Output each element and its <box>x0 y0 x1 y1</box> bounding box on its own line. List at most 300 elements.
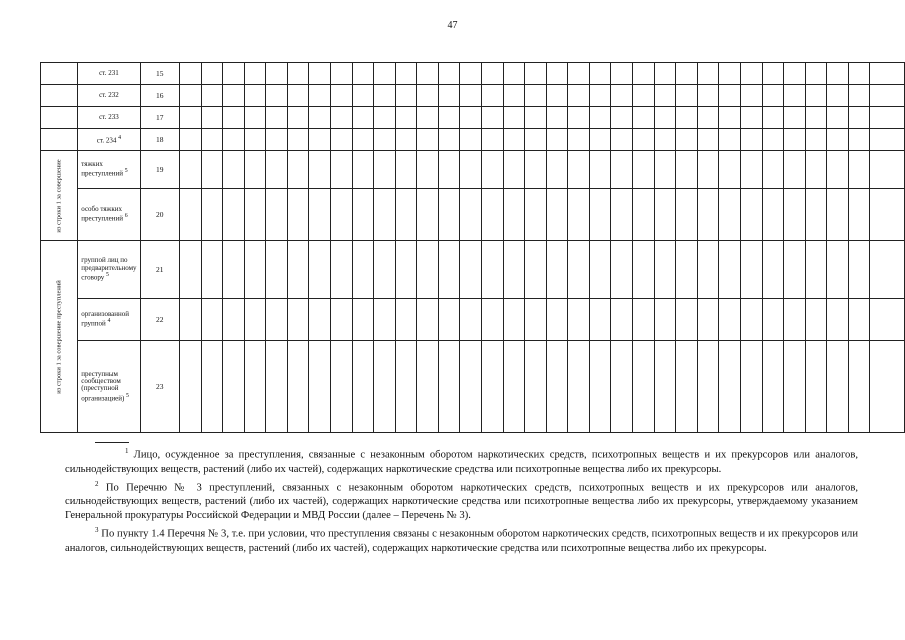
data-cell <box>201 63 223 85</box>
group-label-committed: из строки 1 за совершение <box>55 158 63 233</box>
data-cell <box>589 151 611 189</box>
data-cell <box>784 85 806 107</box>
statistics-form-table <box>40 62 905 433</box>
data-cell <box>287 107 309 129</box>
footnote-2: $^2$ По Перечню № 3 преступлений, связанных с незаконным оборотом наркотических средств, психотропных веществ и их прекурсоров или аналогов, сильнодействующих веществ, растений (либо их частей), содержащих наркотические средства или психотропные вещества либо их прекурсоры, утверждаемому указанием Генеральной прокуратуры Российской Федерации и МВД России (далее – Перечень № 3). <box>65 479 858 522</box>
data-cell <box>179 107 201 129</box>
data-cell <box>460 341 482 433</box>
data-cell <box>223 151 245 189</box>
data-cell <box>266 341 288 433</box>
data-cell <box>223 85 245 107</box>
data-cell <box>330 151 352 189</box>
data-cell <box>330 299 352 341</box>
data-cell <box>762 241 784 299</box>
data-cell <box>589 107 611 129</box>
data-cell <box>482 129 504 151</box>
data-cell <box>740 151 762 189</box>
data-cell <box>460 63 482 85</box>
data-cell <box>676 85 698 107</box>
data-cell <box>438 189 460 241</box>
data-cell <box>395 151 417 189</box>
data-cell <box>870 63 905 85</box>
data-cell <box>719 63 741 85</box>
data-cell <box>438 85 460 107</box>
data-cell <box>676 341 698 433</box>
data-cell <box>287 341 309 433</box>
data-cell <box>525 107 547 129</box>
data-cell <box>503 241 525 299</box>
data-cell <box>460 189 482 241</box>
data-cell <box>633 107 655 129</box>
data-cell <box>287 151 309 189</box>
footnote-3: $^3$ По пункту 1.4 Перечня № 3, т.е. при условии, что преступления связаны с незаконным оборотом наркотических средств, психотропных веществ и их прекурсоров или аналогов, сильнодействующих веществ, растений (либо их частей), содержащих наркотические средства или психотропные вещества либо их прекурсоры. <box>65 526 859 554</box>
data-cell <box>633 85 655 107</box>
data-cell <box>762 129 784 151</box>
data-cell <box>352 129 374 151</box>
data-cell <box>201 189 223 241</box>
data-cell <box>330 85 352 107</box>
data-cell <box>633 341 655 433</box>
data-cell <box>352 341 374 433</box>
group-cell-empty <box>41 129 78 151</box>
data-cell <box>676 107 698 129</box>
data-cell <box>546 299 568 341</box>
data-cell <box>244 129 266 151</box>
data-cell <box>438 151 460 189</box>
data-cell <box>654 189 676 241</box>
row-label: ст. 231 <box>78 63 140 85</box>
data-cell <box>740 241 762 299</box>
data-cell <box>309 85 331 107</box>
data-cell <box>568 107 590 129</box>
data-cell <box>589 241 611 299</box>
data-cell <box>827 341 849 433</box>
data-cell <box>352 241 374 299</box>
row-number: 21 <box>140 241 179 299</box>
data-cell <box>438 107 460 129</box>
data-cell <box>460 129 482 151</box>
data-cell <box>460 85 482 107</box>
data-cell <box>762 151 784 189</box>
data-cell <box>740 299 762 341</box>
data-cell <box>784 299 806 341</box>
data-cell <box>223 341 245 433</box>
data-cell <box>417 151 439 189</box>
data-cell <box>287 241 309 299</box>
data-cell <box>611 63 633 85</box>
data-cell <box>633 299 655 341</box>
data-cell <box>827 241 849 299</box>
table-row <box>41 151 905 189</box>
data-cell <box>697 63 719 85</box>
data-cell <box>719 107 741 129</box>
row-label: ст. 233 <box>78 107 140 129</box>
data-cell <box>546 189 568 241</box>
data-cell <box>266 107 288 129</box>
data-cell <box>827 299 849 341</box>
data-cell <box>827 107 849 129</box>
data-cell <box>611 241 633 299</box>
data-cell <box>179 189 201 241</box>
data-cell <box>611 107 633 129</box>
data-cell <box>244 189 266 241</box>
data-cell <box>827 129 849 151</box>
data-cell <box>266 151 288 189</box>
data-cell <box>309 341 331 433</box>
data-cell <box>374 129 396 151</box>
data-cell <box>568 63 590 85</box>
data-cell <box>482 151 504 189</box>
data-cell <box>719 85 741 107</box>
data-cell <box>654 85 676 107</box>
data-cell <box>740 63 762 85</box>
data-cell <box>848 299 870 341</box>
data-cell <box>697 151 719 189</box>
data-cell <box>482 241 504 299</box>
data-cell <box>503 107 525 129</box>
data-cell <box>611 299 633 341</box>
data-cell <box>244 85 266 107</box>
data-cell <box>482 299 504 341</box>
row-number: 17 <box>140 107 179 129</box>
data-cell <box>374 341 396 433</box>
data-cell <box>848 189 870 241</box>
data-cell <box>654 129 676 151</box>
data-cell <box>848 241 870 299</box>
row-label: группой лиц по предварительному сговору $^5$ <box>78 241 140 299</box>
data-cell <box>374 299 396 341</box>
data-cell <box>179 129 201 151</box>
data-cell <box>374 151 396 189</box>
data-cell <box>352 151 374 189</box>
data-cell <box>568 85 590 107</box>
data-cell <box>654 341 676 433</box>
data-cell <box>676 151 698 189</box>
data-cell <box>697 85 719 107</box>
data-cell <box>740 85 762 107</box>
data-cell <box>719 299 741 341</box>
data-cell <box>719 341 741 433</box>
data-cell <box>633 151 655 189</box>
data-cell <box>546 241 568 299</box>
data-cell <box>438 129 460 151</box>
data-cell <box>374 107 396 129</box>
table-row <box>41 85 905 107</box>
data-cell <box>417 341 439 433</box>
data-cell <box>417 63 439 85</box>
data-cell <box>762 299 784 341</box>
data-cell <box>244 107 266 129</box>
data-cell <box>633 63 655 85</box>
data-cell <box>352 299 374 341</box>
data-cell <box>395 189 417 241</box>
data-cell <box>330 63 352 85</box>
data-cell <box>676 189 698 241</box>
data-cell <box>525 129 547 151</box>
data-cell <box>676 63 698 85</box>
data-cell <box>395 299 417 341</box>
data-cell <box>223 129 245 151</box>
data-cell <box>611 189 633 241</box>
data-cell <box>762 63 784 85</box>
data-cell <box>201 341 223 433</box>
data-cell <box>784 151 806 189</box>
data-cell <box>805 107 827 129</box>
data-cell <box>352 85 374 107</box>
data-cell <box>438 241 460 299</box>
data-cell <box>525 85 547 107</box>
data-cell <box>201 129 223 151</box>
data-cell <box>352 63 374 85</box>
data-cell <box>589 85 611 107</box>
data-cell <box>482 63 504 85</box>
row-number: 16 <box>140 85 179 107</box>
data-cell <box>525 299 547 341</box>
data-cell <box>589 299 611 341</box>
data-cell <box>848 129 870 151</box>
data-cell <box>827 189 849 241</box>
data-cell <box>417 299 439 341</box>
data-cell <box>438 63 460 85</box>
data-cell <box>719 241 741 299</box>
data-cell <box>244 63 266 85</box>
data-cell <box>482 85 504 107</box>
data-cell <box>633 189 655 241</box>
data-cell <box>870 151 905 189</box>
data-cell <box>762 107 784 129</box>
data-cell <box>266 299 288 341</box>
table-row <box>41 63 905 85</box>
data-cell <box>266 189 288 241</box>
data-cell <box>827 151 849 189</box>
data-cell <box>546 107 568 129</box>
data-cell <box>417 129 439 151</box>
row-label: ст. 234 $^4$ <box>78 129 140 151</box>
data-cell <box>870 129 905 151</box>
data-cell <box>460 151 482 189</box>
data-cell <box>179 341 201 433</box>
data-cell <box>201 107 223 129</box>
data-cell <box>827 63 849 85</box>
data-cell <box>611 129 633 151</box>
data-cell <box>309 241 331 299</box>
data-cell <box>503 341 525 433</box>
table-row <box>41 129 905 151</box>
data-cell <box>330 129 352 151</box>
data-cell <box>784 241 806 299</box>
data-cell <box>611 151 633 189</box>
data-cell <box>330 189 352 241</box>
data-cell <box>395 85 417 107</box>
data-cell <box>589 341 611 433</box>
data-cell <box>309 129 331 151</box>
data-cell <box>460 241 482 299</box>
data-cell <box>805 341 827 433</box>
row-label: ст. 232 <box>78 85 140 107</box>
row-label: организованной группой $^4$ <box>78 299 140 341</box>
data-cell <box>223 63 245 85</box>
data-cell <box>266 241 288 299</box>
data-cell <box>805 63 827 85</box>
data-cell <box>244 151 266 189</box>
data-cell <box>287 63 309 85</box>
data-cell <box>546 341 568 433</box>
data-cell <box>568 129 590 151</box>
table-row <box>41 189 905 241</box>
footnotes <box>65 442 858 556</box>
data-cell <box>740 107 762 129</box>
data-cell <box>352 107 374 129</box>
data-cell <box>740 341 762 433</box>
data-cell <box>784 341 806 433</box>
data-cell <box>374 241 396 299</box>
data-cell <box>848 85 870 107</box>
data-cell <box>503 151 525 189</box>
data-cell <box>179 241 201 299</box>
data-cell <box>697 241 719 299</box>
data-cell <box>395 129 417 151</box>
data-cell <box>201 241 223 299</box>
row-number: 15 <box>140 63 179 85</box>
data-cell <box>870 189 905 241</box>
data-cell <box>805 299 827 341</box>
data-cell <box>438 341 460 433</box>
data-cell <box>330 107 352 129</box>
table-row <box>41 241 905 299</box>
data-cell <box>568 241 590 299</box>
data-cell <box>740 189 762 241</box>
data-cell <box>719 151 741 189</box>
data-cell <box>784 129 806 151</box>
data-cell <box>762 85 784 107</box>
data-cell <box>352 189 374 241</box>
data-cell <box>848 63 870 85</box>
data-cell <box>525 341 547 433</box>
data-cell <box>719 129 741 151</box>
data-cell <box>525 151 547 189</box>
data-cell <box>417 241 439 299</box>
data-cell <box>309 151 331 189</box>
data-cell <box>870 85 905 107</box>
data-cell <box>417 107 439 129</box>
data-cell <box>309 107 331 129</box>
data-cell <box>676 299 698 341</box>
data-cell <box>244 241 266 299</box>
data-cell <box>223 241 245 299</box>
data-cell <box>805 189 827 241</box>
data-cell <box>525 63 547 85</box>
data-cell <box>784 107 806 129</box>
data-cell <box>697 189 719 241</box>
data-cell <box>719 189 741 241</box>
data-cell <box>654 107 676 129</box>
row-number: 22 <box>140 299 179 341</box>
data-cell <box>287 85 309 107</box>
data-cell <box>395 341 417 433</box>
data-cell <box>482 341 504 433</box>
data-cell <box>654 151 676 189</box>
data-cell <box>309 63 331 85</box>
table-row <box>41 299 905 341</box>
data-cell <box>589 63 611 85</box>
data-cell <box>374 63 396 85</box>
data-cell <box>460 107 482 129</box>
data-cell <box>870 341 905 433</box>
data-cell <box>654 241 676 299</box>
data-cell <box>223 299 245 341</box>
row-number: 18 <box>140 129 179 151</box>
data-cell <box>309 299 331 341</box>
data-cell <box>870 299 905 341</box>
data-cell <box>201 85 223 107</box>
data-cell <box>546 129 568 151</box>
data-cell <box>374 85 396 107</box>
group-cell-empty <box>41 107 78 129</box>
data-cell <box>546 63 568 85</box>
data-cell <box>827 85 849 107</box>
data-cell <box>740 129 762 151</box>
data-cell <box>654 299 676 341</box>
group-label-committed-crimes: из строки 1 за совершение преступлений <box>55 279 63 394</box>
data-cell <box>266 85 288 107</box>
data-cell <box>568 299 590 341</box>
group-cell-empty <box>41 85 78 107</box>
data-cell <box>482 189 504 241</box>
data-cell <box>287 189 309 241</box>
data-cell <box>266 129 288 151</box>
data-cell <box>762 341 784 433</box>
table-row <box>41 107 905 129</box>
group-label-cell <box>41 241 78 433</box>
data-cell <box>805 129 827 151</box>
data-cell <box>460 299 482 341</box>
footnote-1: $^1$ Лицо, осужденное за преступления, связанные с незаконным оборотом наркотических средств, психотропных веществ и их прекурсоров или аналогов, сильнодействующих веществ, растений (либо их частей), содержащих наркотические средства или психотропные вещества либо их прекурсоры. <box>65 442 858 477</box>
data-cell <box>611 341 633 433</box>
data-cell <box>870 107 905 129</box>
data-cell <box>395 107 417 129</box>
data-cell <box>762 189 784 241</box>
data-cell <box>244 299 266 341</box>
data-cell <box>805 85 827 107</box>
data-cell <box>330 241 352 299</box>
data-cell <box>503 189 525 241</box>
data-cell <box>848 151 870 189</box>
data-cell <box>525 241 547 299</box>
data-cell <box>438 299 460 341</box>
data-cell <box>503 63 525 85</box>
data-cell <box>287 129 309 151</box>
data-cell <box>784 63 806 85</box>
data-cell <box>546 151 568 189</box>
data-cell <box>568 151 590 189</box>
data-cell <box>805 151 827 189</box>
data-cell <box>784 189 806 241</box>
data-cell <box>244 341 266 433</box>
data-cell <box>676 129 698 151</box>
group-cell-empty <box>41 63 78 85</box>
data-cell <box>482 107 504 129</box>
data-cell <box>374 189 396 241</box>
row-number: 19 <box>140 151 179 189</box>
data-cell <box>179 151 201 189</box>
data-cell <box>417 85 439 107</box>
data-cell <box>201 299 223 341</box>
data-cell <box>870 241 905 299</box>
data-cell <box>395 63 417 85</box>
data-cell <box>589 189 611 241</box>
data-cell <box>223 189 245 241</box>
data-cell <box>546 85 568 107</box>
